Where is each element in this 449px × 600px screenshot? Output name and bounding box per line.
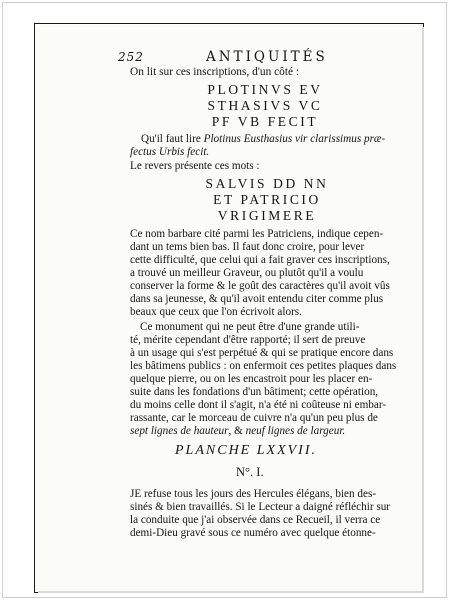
page-number: 252 bbox=[118, 50, 144, 64]
para3-line: la conduite que j'ai observée dans ce Recueil, il verra ce bbox=[130, 514, 381, 526]
reading-latin: Plotinus Eusthasius vir clarissimus præ- bbox=[203, 133, 386, 145]
para1-line: a trouvé un meilleur Graveur, ou plutôt qu'il a voulu bbox=[130, 267, 364, 279]
inscription-front-line: PF VB FECIT bbox=[211, 114, 319, 129]
para1-line: Ce nom barbare cité parmi les Patriciens, indique cepen- bbox=[130, 228, 384, 240]
plate-heading: PLANCHE LXXVII. bbox=[175, 443, 317, 458]
height-measure: sept lignes de hauteur bbox=[130, 425, 229, 437]
para1-line: conserver la forme & le goût des caractères qu'il avoit vûs bbox=[130, 280, 390, 292]
reverse-line: Le revers présente ces mots : bbox=[130, 160, 260, 172]
inscription-back-line: VRIGIMERE bbox=[217, 208, 317, 223]
para2-line: té, mérite cependant d'être rapporté; il sert de preuve bbox=[130, 334, 366, 346]
para1-line: beaux que ceux que l'on écrivoit alors. bbox=[130, 306, 302, 318]
plate-number: N°. I. bbox=[236, 465, 264, 479]
para2-line: suite dans les fondations d'un bâtiment; cette opération, bbox=[130, 386, 379, 398]
para3-line: sinés & bien travaillés. Si le Lecteur a daigné réfléchir sur bbox=[130, 501, 391, 513]
para2-line: Ce monument qui ne peut être d'une grande utili- bbox=[140, 321, 360, 333]
inscription-front-line: STHASIVS VC bbox=[207, 98, 323, 113]
para3-line: demi-Dieu gravé sous ce numéro avec quelque étonne- bbox=[130, 527, 376, 539]
para2-last-line bbox=[130, 425, 449, 437]
running-header bbox=[118, 49, 442, 65]
para2-line: du moins celle dont il s'agit, n'a été ni coûteuse ni embar- bbox=[130, 399, 387, 411]
running-title: ANTIQUITÉS bbox=[206, 49, 328, 65]
para1-line: dant un tems bien bas. Il faut donc croire, pour lever bbox=[130, 241, 365, 253]
inscription-back-line: ET PATRICIO bbox=[213, 192, 321, 207]
para1-line: cette difficulté, que celui qui a fait graver ces inscriptions, bbox=[130, 254, 390, 266]
para2-line: rassante, car le morceau de cuivre n'a qu'un peu plus de bbox=[130, 412, 378, 424]
reading-line bbox=[141, 133, 385, 145]
inscription-back-line: SALVIS DD NN bbox=[205, 176, 329, 191]
para2-line: à un usage qui s'est perpétué & qui se pratique encore dans bbox=[130, 347, 394, 359]
intro-line: On lit sur ces inscriptions, d'un côté : bbox=[130, 66, 300, 78]
reading-prefix: Qu'il faut lire bbox=[141, 133, 201, 145]
para1-line: dans sa jeunesse, & qu'il avoit entendu citer comme plus bbox=[130, 293, 384, 305]
inscription-front-line: PLOTINVS EV bbox=[207, 82, 323, 97]
width-measure: neuf lignes de largeur. bbox=[245, 425, 346, 437]
para2-line: les bâtimens publics : on enfermoit ces petites plaques dans bbox=[130, 360, 397, 372]
conjunction: , & bbox=[228, 425, 246, 437]
reading-latin-cont: fectus Urbis fecit. bbox=[130, 146, 210, 158]
para2-line: quelque pierre, ou on les encastroit pour les placer en- bbox=[130, 373, 373, 385]
para3-line: JE refuse tous les jours des Hercules élégans, bien des- bbox=[130, 488, 377, 500]
